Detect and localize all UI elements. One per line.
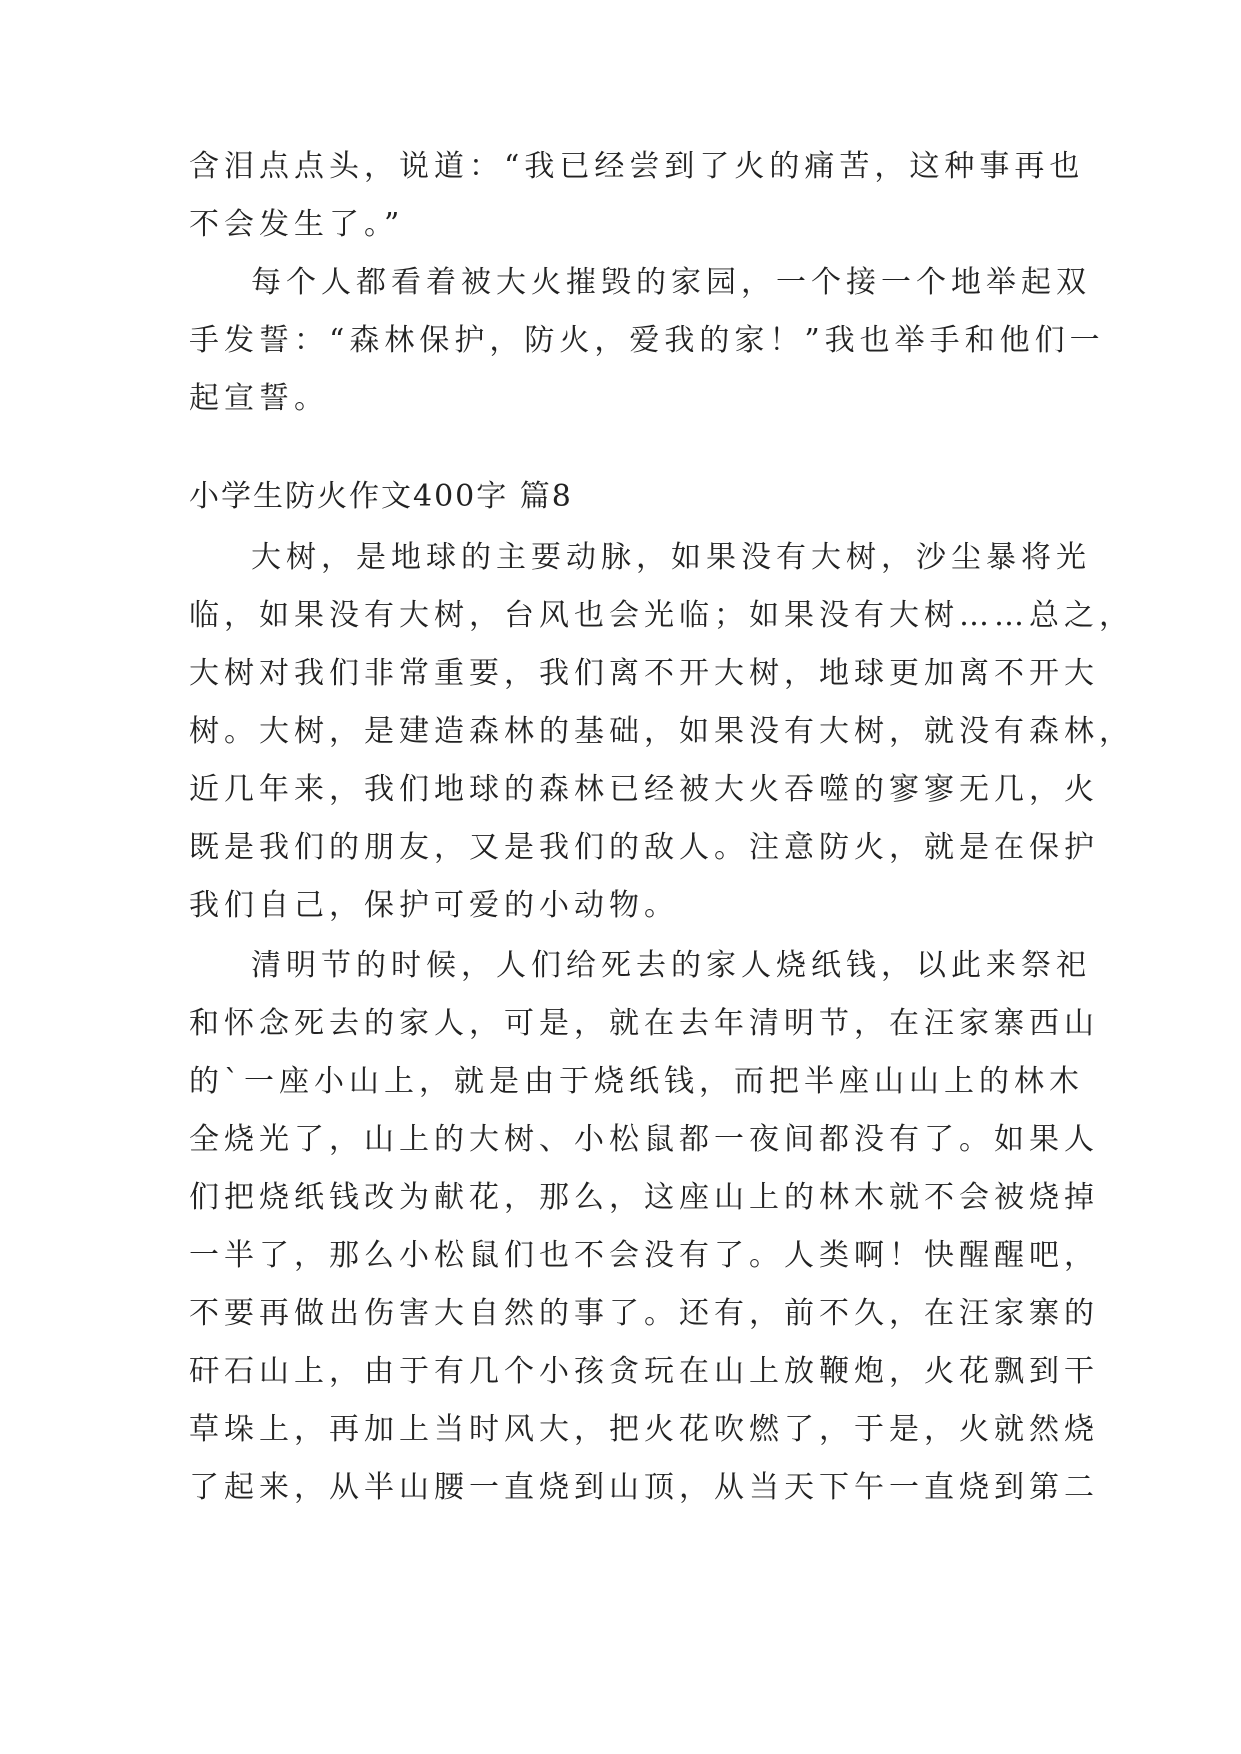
- qingming-line-4: 全烧光了，山上的大树、小松鼠都一夜间都没有了。如果人: [189, 1122, 1099, 1157]
- qingming-line-5: 们把烧纸钱改为献花，那么，这座山上的林木就不会被烧掉: [189, 1180, 1099, 1215]
- intro-line-2: 不会发生了。”: [189, 207, 405, 242]
- trees-line-5: 近几年来，我们地球的森林已经被大火吞噬的寥寥无几，火: [189, 772, 1099, 807]
- qingming-line-8: 矸石山上，由于有几个小孩贪玩在山上放鞭炮，火花飘到干: [189, 1354, 1099, 1389]
- qingming-line-9: 草垛上，再加上当时风大，把火花吹燃了，于是，火就然烧: [189, 1412, 1099, 1447]
- section-heading: 小学生防火作文400字 篇8: [189, 479, 573, 514]
- intro-line-1: 含泪点点头，说道：“我已经尝到了火的痛苦，这种事再也: [189, 149, 1085, 184]
- qingming-line-3: 的`一座小山上，就是由于烧纸钱，而把半座山山上的林木: [189, 1064, 1084, 1099]
- trees-line-4: 树。大树，是建造森林的基础，如果没有大树，就没有森林，: [189, 714, 1134, 749]
- qingming-line-1: 清明节的时候，人们给死去的家人烧纸钱，以此来祭祀: [251, 948, 1091, 983]
- qingming-line-6: 一半了，那么小松鼠们也不会没有了。人类啊！快醒醒吧，: [189, 1238, 1099, 1273]
- qingming-line-2: 和怀念死去的家人，可是，就在去年清明节，在汪家寨西山: [189, 1006, 1099, 1041]
- oath-line-3: 起宣誓。: [189, 381, 329, 416]
- qingming-line-7: 不要再做出伤害大自然的事了。还有，前不久，在汪家寨的: [189, 1296, 1099, 1331]
- trees-line-7: 我们自己，保护可爱的小动物。: [189, 888, 679, 923]
- trees-line-3: 大树对我们非常重要，我们离不开大树，地球更加离不开大: [189, 656, 1099, 691]
- trees-line-2: 临，如果没有大树，台风也会光临；如果没有大树……总之，: [189, 598, 1134, 633]
- oath-line-1: 每个人都看着被大火摧毁的家园，一个接一个地举起双: [251, 265, 1091, 300]
- trees-line-1: 大树，是地球的主要动脉，如果没有大树，沙尘暴将光: [251, 540, 1091, 575]
- oath-line-2: 手发誓：“森林保护，防火，爱我的家！”我也举手和他们一: [189, 323, 1105, 358]
- qingming-line-10: 了起来，从半山腰一直烧到山顶，从当天下午一直烧到第二: [189, 1470, 1099, 1505]
- trees-line-6: 既是我们的朋友，又是我们的敌人。注意防火，就是在保护: [189, 830, 1099, 865]
